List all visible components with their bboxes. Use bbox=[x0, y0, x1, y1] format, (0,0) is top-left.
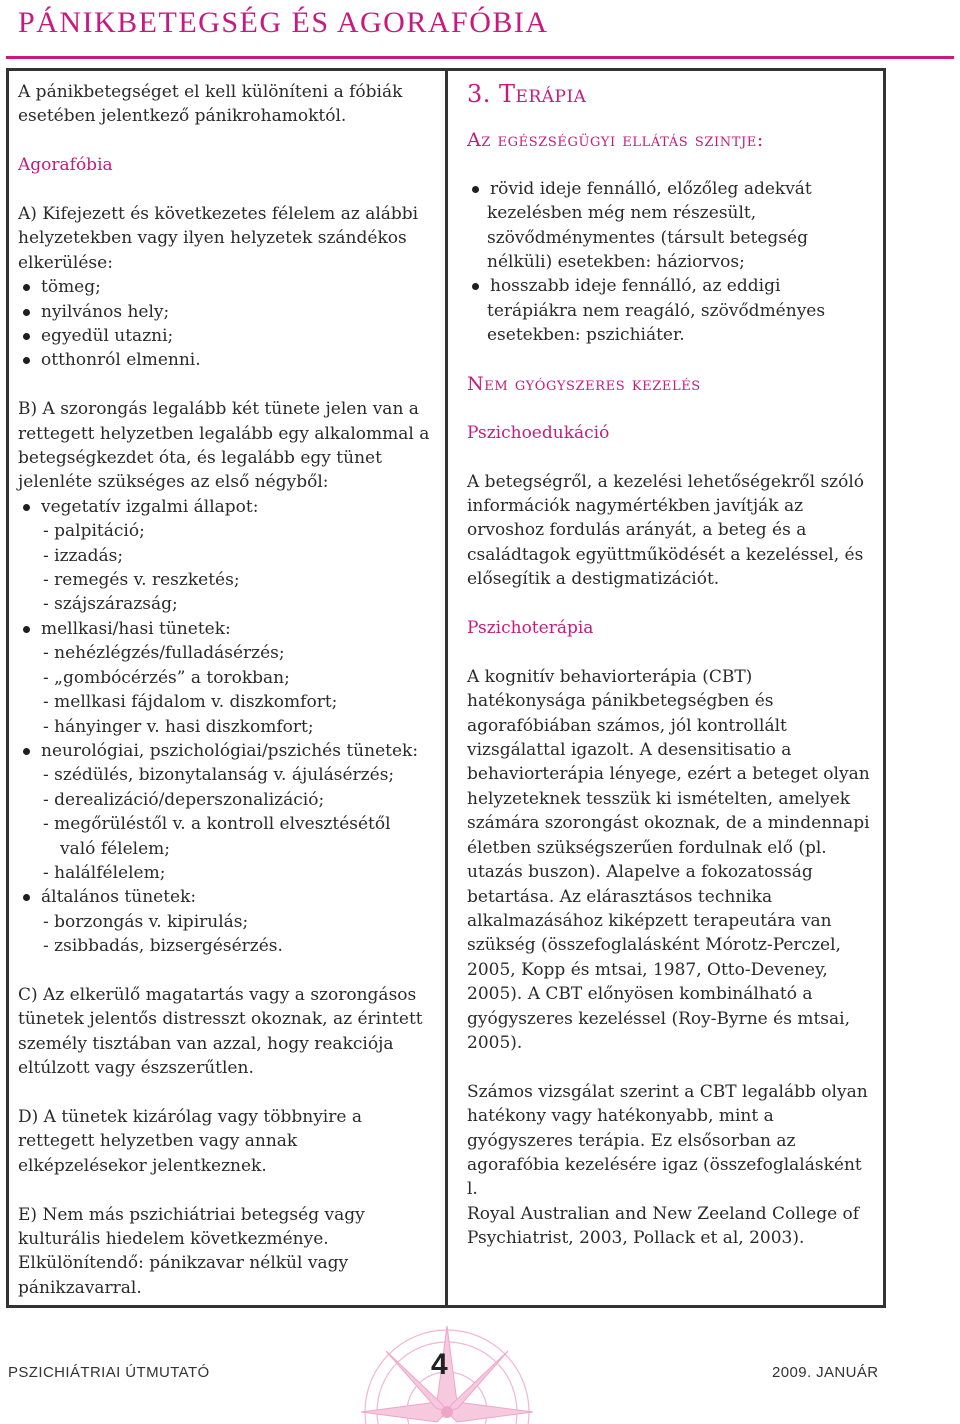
criterion-c-line: C) Az elkerülő magatartás vagy a szorongásos bbox=[18, 984, 417, 1005]
bullet-icon bbox=[23, 626, 30, 633]
symptom-item: - derealizáció/deperszonalizáció; bbox=[43, 789, 325, 810]
criterion-c-line: eltúlzott vagy észszerűtlen. bbox=[18, 1058, 254, 1079]
psychotherapy-line: vizsgálattal igazolt. A desensitisatio a bbox=[467, 740, 792, 761]
studies-line: Psychiatrist, 2003, Pollack et al, 2003). bbox=[467, 1228, 805, 1249]
symptom-item: - nehézlégzés/fulladásérzés; bbox=[43, 643, 285, 664]
list-item-continuation: terápiákra nem reagáló, szövődményes bbox=[487, 300, 826, 321]
symptom-item: - hányinger v. hasi diszkomfort; bbox=[43, 716, 314, 737]
column-divider bbox=[445, 68, 448, 1308]
list-item: otthonról elmenni. bbox=[18, 348, 433, 372]
symptom-item: - megőrüléstől v. a kontroll elvesztésétől bbox=[43, 814, 391, 835]
section-title: 3. Terápia bbox=[467, 80, 587, 108]
psychotherapy-line: helyzeteknek tesszük ki ismételten, amelyek bbox=[467, 788, 851, 809]
symptom-item: - halálfélelem; bbox=[43, 862, 166, 883]
symptom-item: - szédülés, bizonytalanság v. ájulásérzés; bbox=[43, 765, 395, 786]
studies-line: Royal Australian and New Zeeland College of bbox=[467, 1203, 860, 1224]
nondrug-heading: Nem gyógyszeres kezelés bbox=[467, 373, 701, 396]
symptom-group-label: általános tünetek: bbox=[18, 885, 433, 909]
studies-line: agorafóbia kezelésére igaz (összefoglalásként l. bbox=[467, 1154, 862, 1200]
criterion-b-line: rettegett helyzetben legalább egy alkalommal a bbox=[18, 423, 430, 444]
psychoeducation-heading: Pszichoedukáció bbox=[467, 422, 610, 443]
studies-line: gyógyszeres terápia. Ez elsősorban az bbox=[467, 1130, 796, 1151]
psychotherapy-line: 2005, Kopp és mtsai, 1987, Otto-Deveney, bbox=[467, 959, 828, 980]
list-item-continuation: esetekben: pszichiáter. bbox=[487, 325, 685, 346]
criterion-b-line: B) A szorongás legalább két tünete jelen van a bbox=[18, 399, 419, 420]
symptom-item: - mellkasi fájdalom v. diszkomfort; bbox=[43, 692, 338, 713]
criterion-e-line: E) Nem más pszichiátriai betegség vagy bbox=[18, 1204, 365, 1225]
symptom-item: - izzadás; bbox=[43, 545, 124, 566]
psychotherapy-line: 2005). bbox=[467, 1032, 523, 1053]
page-title: PÁNIKBETEGSÉG ÉS AGORAFÓBIA bbox=[18, 6, 549, 39]
psychoeducation-line: családtagok együttműködését a kezeléssel, és bbox=[467, 544, 864, 565]
criterion-a-line: elkerülése: bbox=[18, 252, 113, 273]
criterion-d-line: elképzelésekor jelentkeznek. bbox=[18, 1155, 267, 1176]
list-item: tömeg; bbox=[18, 275, 433, 299]
psychotherapy-line: betartása. Az elárasztásos technika bbox=[467, 886, 773, 907]
criterion-b-line: jelenléte szükséges az első négyből: bbox=[18, 472, 329, 493]
psychotherapy-line: A kognitív behaviorterápia (CBT) bbox=[467, 666, 753, 687]
symptom-group-label: mellkasi/hasi tünetek: bbox=[18, 617, 433, 641]
symptom-item: - palpitáció; bbox=[43, 521, 145, 542]
psychotherapy-line: életben szükségszerűen fordulnak elő (pl. bbox=[467, 837, 827, 858]
title-rule bbox=[6, 56, 954, 59]
footer-publication: PSZICHIÁTRIAI ÚTMUTATÓ bbox=[8, 1364, 210, 1381]
psychoeducation-line: információk nagymértékben javítják az bbox=[467, 496, 804, 517]
bullet-icon bbox=[23, 284, 30, 291]
list-item: nyilvános hely; bbox=[18, 300, 433, 324]
symptom-item: - „gombócérzés” a torokban; bbox=[43, 667, 290, 688]
bullet-icon bbox=[472, 186, 479, 193]
psychotherapy-line: szükség (összefoglalásként Mórotz-Perczel, bbox=[467, 935, 841, 956]
list-item-continuation: szövődménymentes (társult betegség bbox=[487, 227, 808, 248]
criterion-e-line: kulturális hiedelem következménye. bbox=[18, 1229, 329, 1249]
bullet-icon bbox=[23, 333, 30, 340]
psychotherapy-line: alkalmazásához kiképzett terapeutára van bbox=[467, 910, 832, 931]
footer-date: 2009. JANUÁR bbox=[772, 1364, 879, 1381]
criterion-c-line: személy tisztában van azzal, hogy reakciója bbox=[18, 1033, 394, 1054]
criterion-a-line: helyzetekben vagy ilyen helyzetek szándékos bbox=[18, 228, 407, 249]
care-level-heading: Az egészségügyi ellátás szintje: bbox=[467, 129, 764, 151]
criterion-a-line: A) Kifejezett és következetes félelem az alábbi bbox=[18, 204, 419, 224]
symptom-item: - borzongás v. kipirulás; bbox=[43, 911, 249, 932]
page-number: 4 bbox=[431, 1348, 448, 1381]
psychotherapy-heading: Pszichoterápia bbox=[467, 618, 594, 639]
symptom-item: - remegés v. reszketés; bbox=[43, 570, 240, 591]
psychotherapy-line: számára szorongást okoznak, de a mindennapi bbox=[467, 813, 870, 834]
right-column bbox=[467, 80, 877, 1251]
symptom-item: - szájszárazság; bbox=[43, 594, 178, 615]
criterion-c-line: tünetek jelentős distresszt okoznak, az érintett bbox=[18, 1009, 423, 1030]
criterion-e-line: Elkülönítendő: pánikzavar nélkül vagy bbox=[18, 1253, 349, 1274]
bullet-icon bbox=[23, 504, 30, 511]
criterion-d-line: D) A tünetek kizárólag vagy többnyire a bbox=[18, 1106, 362, 1127]
symptom-item: - zsibbadás, bizsergésérzés. bbox=[43, 936, 283, 957]
symptom-item-continuation: való félelem; bbox=[60, 838, 171, 859]
psychoeducation-line: elősegítik a destigmatizációt. bbox=[467, 569, 720, 590]
bullet-icon bbox=[23, 309, 30, 316]
list-item-continuation: nélküli) esetekben: háziorvos; bbox=[487, 252, 745, 273]
bullet-icon bbox=[23, 748, 30, 755]
agorafobia-heading: Agorafóbia bbox=[18, 155, 113, 176]
psychoeducation-line: orvoshoz fordulás arányát, a beteg és a bbox=[467, 520, 807, 541]
studies-line: hatékony vagy hatékonyabb, mint a bbox=[467, 1106, 774, 1127]
left-column bbox=[18, 80, 433, 1300]
criterion-b-line: betegségkezdet óta, és legalább egy tünet bbox=[18, 448, 382, 469]
bullet-icon bbox=[23, 357, 30, 364]
studies-line: Számos vizsgálat szerint a CBT legalább olyan bbox=[467, 1081, 868, 1102]
criterion-d-line: rettegett helyzetben vagy annak bbox=[18, 1131, 298, 1152]
symptom-group-label: vegetatív izgalmi állapot: bbox=[18, 495, 433, 519]
list-item: egyedül utazni; bbox=[18, 324, 433, 348]
psychotherapy-line: behaviorterápia lényege, ezért a beteget olyan bbox=[467, 764, 870, 785]
psychotherapy-line: agorafóbiában számos, jól kontrollált bbox=[467, 715, 787, 736]
psychotherapy-line: utazás buszon). Alapelve a fokozatosság bbox=[467, 862, 813, 883]
psychoeducation-line: A betegségről, a kezelési lehetőségekről szóló bbox=[467, 471, 865, 492]
symptom-group-label: neurológiai, pszichológiai/pszichés tünetek: bbox=[18, 739, 433, 763]
criterion-e-line: pánikzavarral. bbox=[18, 1277, 142, 1298]
psychotherapy-line: 2005). A CBT előnyösen kombinálható a bbox=[467, 984, 813, 1005]
psychotherapy-line: gyógyszeres kezeléssel (Roy-Byrne és mtsai, bbox=[467, 1008, 850, 1029]
psychotherapy-line: hatékonysága pánikbetegségben és bbox=[467, 691, 774, 712]
intro-line: A pánikbetegséget el kell különíteni a fóbiák bbox=[18, 82, 403, 102]
bullet-icon bbox=[472, 283, 479, 290]
list-item-continuation: kezelésben még nem részesült, bbox=[487, 203, 757, 224]
list-item: hosszabb ideje fennálló, az eddigi bbox=[467, 274, 877, 298]
list-item: rövid ideje fennálló, előzőleg adekvát bbox=[467, 177, 877, 201]
intro-line: esetében jelentkező pánikrohamoktól. bbox=[18, 106, 347, 127]
bullet-icon bbox=[23, 894, 30, 901]
